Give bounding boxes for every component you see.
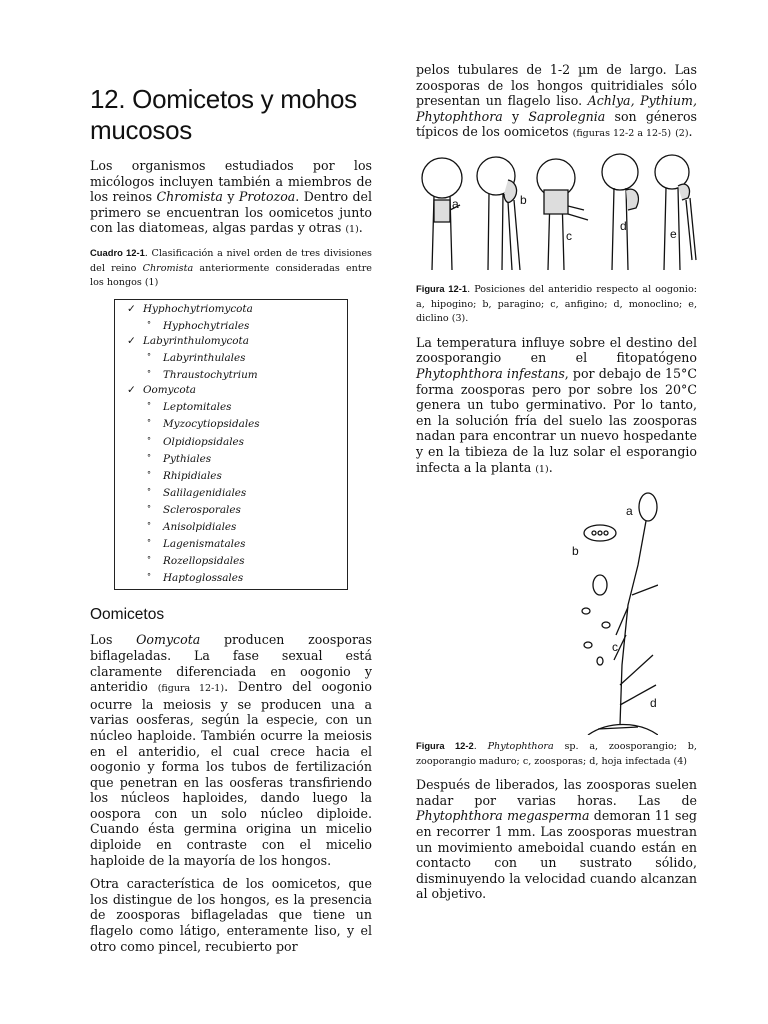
- order-item: [115, 518, 347, 535]
- bullet-icon: °: [147, 352, 151, 362]
- bullet-icon: °: [147, 452, 151, 462]
- text-run: Achlya, Pythium, Phytophthora: [416, 93, 697, 124]
- text-run: .: [465, 313, 469, 325]
- text-run: Otra característica de los oomicetos, que los distingue de los hongos, es la presencia de zoosporas biflageladas que tiene un flagelo como látigo, enteramente liso, y el otro como pincel, recubierto por: [90, 876, 372, 954]
- zoospore-paragraph: [416, 777, 697, 902]
- bullet-icon: °: [147, 319, 151, 329]
- order-name: Rhipidiales: [163, 469, 222, 482]
- text-run: son géneros típicos de los oomicetos: [416, 108, 697, 140]
- order-name: Salilagenidiales: [163, 486, 247, 499]
- fig2-label-a: a: [626, 504, 633, 519]
- fig2-label-c: c: [612, 640, 618, 655]
- bullet-icon: °: [147, 401, 151, 411]
- text-run: pelos tubulares de 1-2 µm de largo. Las zoosporas de los hongos quitridiales sólo presentan un flagelo liso.: [416, 62, 697, 109]
- bullet-icon: °: [147, 555, 151, 565]
- order-item: [115, 317, 347, 334]
- text-run: Saprolegnia: [528, 108, 606, 124]
- text-run: , por debajo de 15°C forma zoosporas pero por sobre los 20°C genera un tubo germinativo. Por lo tanto, en la solución fría del suelo las zoosporas nadan para encontrar un nuevo hospedante y en la tibieza de la luz solar el esporangio infecta a la planta: [416, 365, 697, 475]
- text-run: . Dentro del primero se encuentran los oomicetos junto con las diatomeas, algas pardas y otras: [90, 189, 372, 236]
- text-run: Oomycota: [136, 632, 201, 648]
- text-run: sp. a, zoosporangio; b, zooporangio maduro; c, zoosporas; d, hoja infectada: [416, 741, 697, 767]
- order-item: [115, 366, 347, 383]
- text-run: anteriormente consideradas entre los hongos: [90, 262, 372, 289]
- intro-paragraph: [90, 158, 372, 238]
- order-name: Sclerosporales: [163, 503, 241, 516]
- text-run: . Clasificación a nivel orden de tres divisiones del reino: [90, 247, 372, 274]
- text-run: Después de liberados, las zoosporas suelen nadar por varias horas. Las de: [416, 777, 697, 808]
- left-column: [90, 62, 372, 962]
- text-run: La temperatura influye sobre el destino del zoosporangio en el fitopatógeno: [416, 334, 697, 366]
- section-title-oomicetos: Oomicetos: [90, 606, 165, 624]
- bullet-icon: °: [147, 572, 151, 582]
- text-run: Chromista: [156, 189, 223, 205]
- text-run: .: [473, 741, 488, 753]
- order-name: Lagenismatales: [163, 538, 246, 551]
- bullet-icon: °: [147, 418, 151, 428]
- division-name: Hyphochytriomycota: [143, 302, 253, 315]
- fig1-label-b: b: [520, 192, 527, 207]
- order-name: Leptomitales: [163, 401, 232, 414]
- order-item: [115, 433, 347, 450]
- order-item: [115, 569, 347, 586]
- bullet-icon: °: [147, 538, 151, 548]
- order-name: Hyphochytriales: [163, 319, 250, 332]
- continuation-paragraph: [416, 62, 697, 142]
- fig1-label-e: e: [670, 226, 677, 241]
- order-name: Thraustochytrium: [163, 369, 258, 382]
- division-name: Labyrinthulomycota: [143, 334, 249, 347]
- division-item: [115, 334, 347, 349]
- text-run: Chromista: [142, 262, 194, 274]
- bullet-icon: °: [147, 469, 151, 479]
- text-run: y: [502, 108, 529, 124]
- right-column: [416, 62, 697, 910]
- fig2-label-d: d: [650, 696, 657, 711]
- text-run: (2): [675, 128, 689, 140]
- division-name: Oomycota: [143, 384, 196, 397]
- figure-12-2-phytophthora: [488, 485, 658, 735]
- order-name: Anisolpidiales: [163, 520, 237, 533]
- text-run: . Posiciones del anteridio respecto al oogonio: a, hipogino; b, paragino; c, anfigino; d, monoclino; e, diclino: [416, 283, 697, 325]
- text-run: (3): [451, 313, 466, 325]
- checkmark-icon: ✓: [127, 384, 136, 397]
- text-run: (figura 12-1): [157, 683, 225, 695]
- checkmark-icon: ✓: [127, 334, 136, 347]
- order-item: [115, 450, 347, 467]
- bullet-icon: °: [147, 520, 151, 530]
- text-run: . Dentro del oogonio ocurre la meiosis y se producen una a varias oosferas, según la especie, con un núcleo haploide. También ocurre la meiosis en el anteridio, el cual crece hacia el oogonio y forma los tubos de fertilización que penetran en las oosferas transfiriendo los núcleos haploides, dando luego la oospora con un solo núcleo diploide. Cuando ésta germina origina un micelio diploide en contraste con el micelio haploide de la mayoría de los hongos.: [90, 679, 372, 868]
- text-run: Figura 12-1: [416, 282, 468, 294]
- text-run: .: [688, 124, 693, 140]
- text-run: (4): [673, 755, 687, 767]
- bullet-icon: °: [147, 369, 151, 379]
- order-name: Haptoglossales: [163, 572, 244, 585]
- order-name: Olpidiopsidales: [163, 435, 245, 448]
- order-name: Rozellopsidales: [163, 555, 245, 568]
- fig2-label-b: b: [572, 544, 579, 559]
- order-item: [115, 552, 347, 569]
- division-item: [115, 383, 347, 398]
- characteristics-paragraph: [90, 876, 372, 954]
- text-run: .: [358, 220, 363, 236]
- order-item: [115, 501, 347, 518]
- order-item: [115, 398, 347, 415]
- checkmark-icon: ✓: [127, 302, 136, 315]
- order-item: [115, 535, 347, 552]
- fig1-label-a: a: [452, 196, 459, 211]
- classification-table: [114, 299, 348, 591]
- text-run: Los organismos estudiados por los micólogos incluyen también a miembros de los reinos: [90, 158, 372, 205]
- fig1-label-d: d: [620, 218, 627, 233]
- text-run: Figura 12-2: [416, 740, 474, 752]
- text-run: Protozoa: [238, 189, 296, 205]
- chapter-title: 12. Oomicetos y mohos mucosos: [90, 84, 357, 145]
- text-run: Los: [90, 632, 137, 648]
- figure-12-1-antheridium-positions: [416, 150, 697, 278]
- text-run: Phytophthora: [487, 741, 554, 753]
- text-run: Cuadro 12-1: [90, 246, 145, 258]
- table-caption: [90, 246, 372, 291]
- division-item: [115, 302, 347, 317]
- order-item: [115, 349, 347, 366]
- text-run: .: [548, 459, 553, 475]
- figure-12-2-caption: [416, 739, 697, 769]
- text-run: (1): [345, 224, 359, 236]
- order-item: [115, 467, 347, 484]
- order-name: Myzocytiopsidales: [163, 418, 260, 431]
- temperature-paragraph: [416, 335, 697, 477]
- text-run: Phytophthora infestans: [416, 365, 565, 381]
- text-run: demoran 11 seg en recorrer 1 mm. Las zoosporas muestran un movimiento ameboidal cuando están en contacto con un sustrato sólido, disminuyendo la velocidad cuando alcanzan al objetivo.: [416, 808, 697, 902]
- text-run: (1): [144, 277, 159, 289]
- text-run: producen zoosporas biflageladas. La fase sexual está claramente diferenciada en oogonio y anteridio: [90, 632, 372, 695]
- bullet-icon: °: [147, 503, 151, 513]
- text-run: (figuras 12-2 a 12-5): [572, 128, 672, 140]
- text-run: (1): [535, 463, 549, 475]
- text-run: Phytophthora megasperma: [416, 808, 590, 824]
- order-item: [115, 484, 347, 501]
- text-run: y: [222, 189, 239, 205]
- order-name: Pythiales: [163, 452, 212, 465]
- order-item: [115, 415, 347, 432]
- fig1-label-c: c: [566, 228, 572, 243]
- bullet-icon: °: [147, 486, 151, 496]
- oomycota-paragraph: [90, 632, 372, 868]
- figure-12-1-caption: [416, 282, 697, 327]
- order-name: Labyrinthulales: [163, 352, 246, 365]
- bullet-icon: °: [147, 435, 151, 445]
